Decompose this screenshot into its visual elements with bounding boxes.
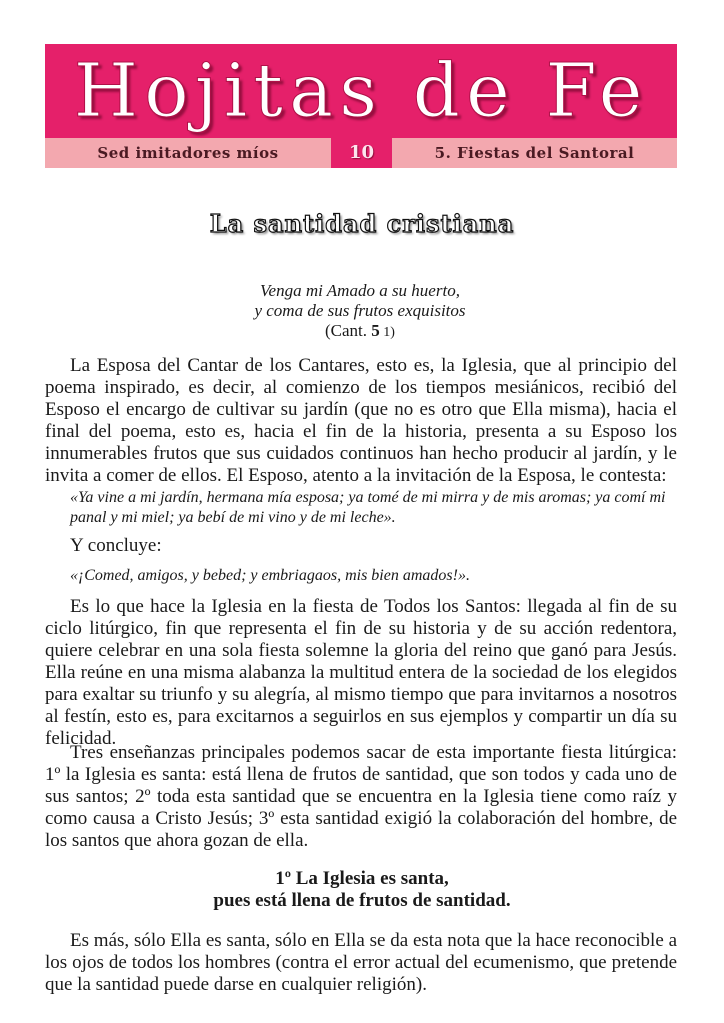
publication-title: Hojitas de Fe [73,48,649,134]
section-heading-line-2: pues está llena de frutos de santidad. [213,890,511,911]
reference-verse: 1) [379,325,395,340]
masthead-strip [45,138,677,168]
paragraph-3-block [45,596,677,750]
epigraph [160,281,560,343]
paragraph-3: Es lo que hace la Iglesia en la fiesta de Todos los Santos: llegada al fin de su ciclo litúrgico, fin que representa el fin de su historia y de su acción redentora, quiere celebrar en una sola fiesta solemne la gloria del reino que ganó para Jesús. Ella reúne en una misma alabanza la multitud entera de la sociedad de los elegidos para exaltar su triunfo y su alegría, al mismo tiempo que para invitarnos a nosotros al festín, esto es, para excitarnos a seguirlos en sus ejemplos y compartir un día su felicidad. [45,596,677,749]
series-box [45,138,331,168]
issue-number-box [331,138,392,168]
epigraph-line-1: Venga mi Amado a su huerto, [260,281,460,300]
issue-number: 10 [348,142,375,163]
paragraph-2: Y concluye: [70,535,162,556]
series-label: Sed imitadores míos [97,144,279,162]
paragraph-4: Tres enseñanzas principales podemos sacar de esta importante fiesta litúrgica: 1º la Iglesia es santa: está llena de frutos de santidad, que son todos y cada uno de sus santos; 2º toda esta santidad que se encuentra en la Iglesia tiene como raíz y como causa a Cristo Jesús; 3º esta santidad exigió la colaboración del hombre, de los santos que ahora gozan de ella. [45,742,677,851]
paragraph-5-block [45,930,677,996]
epigraph-line-2: y coma de sus frutos exquisitos [254,301,466,320]
paragraph-2-block [45,535,677,557]
paragraph-4-block [45,742,677,852]
paragraph-5: Es más, sólo Ella es santa, sólo en Ella se da esta nota que la hace reconocible a los ojos de todos los hombres (contra el error actual del ecumenismo, que pretende que la santidad puede darse en cualquier religión). [45,930,677,995]
section-heading-line-1: 1º La Iglesia es santa, [275,868,449,889]
epigraph-reference [160,321,560,343]
masthead-banner [45,44,677,138]
section-box [392,138,677,168]
quote-2: «¡Comed, amigos, y bebed; y embriagaos, mis bien amados!». [70,567,470,584]
section-label: 5. Fiestas del Santoral [434,144,635,162]
article-title: La santidad cristiana [209,209,515,238]
paragraph-1: La Esposa del Cantar de los Cantares, esto es, la Iglesia, que al principio del poema inspirado, es decir, al comienzo de los tiempos mesiánicos, recibió del Esposo el encargo de cultivar su jardín (que no es otro que Ella misma), hacia el final del poema, esto es, hacia el fin de la historia, presenta a su Esposo los innumerables frutos que sus cuidados continuos han hecho producir al jardín, y le invita a comer de ellos. El Esposo, atento a la invitación de la Esposa, le contesta: [45,355,677,486]
reference-chapter: 5 [371,321,380,340]
paragraph-1-block [45,355,677,487]
quote-1: «Ya vine a mi jardín, hermana mía esposa; ya tomé de mi mirra y de mis aromas; ya comí mi panal y mi miel; ya bebí de mi vino y de mi leche». [70,489,666,526]
reference-book: (Cant. [325,321,372,340]
masthead [45,44,677,168]
